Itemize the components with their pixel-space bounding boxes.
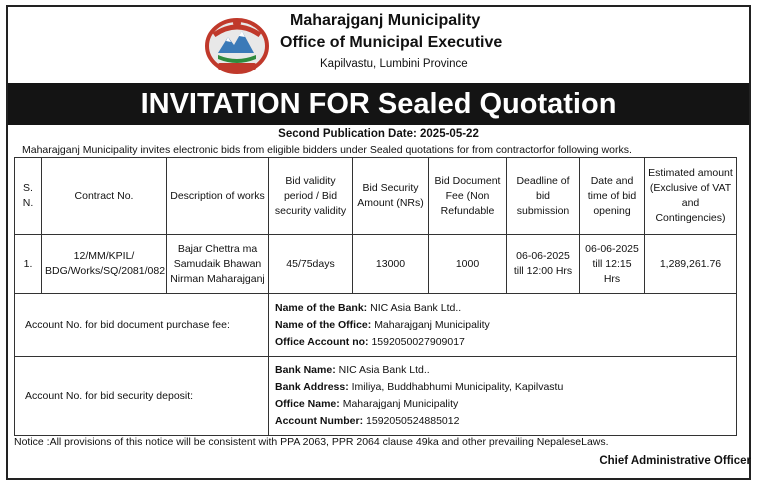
purchase-bank-value: NIC Asia Bank Ltd..: [370, 301, 462, 314]
security-bank-key: Bank Name:: [275, 364, 336, 376]
cell-sn: 1.: [15, 235, 42, 294]
cell-contract: 12/MM/KPIL/ BDG/Works/SQ/2081/082: [42, 235, 167, 294]
purchase-office-key: Name of the Office:: [275, 318, 372, 331]
security-office-key: Office Name:: [275, 398, 340, 410]
header-description: Description of works: [167, 158, 269, 235]
security-bank-value: NIC Asia Bank Ltd..: [338, 364, 430, 376]
office-name: Office of Municipal Executive: [280, 34, 503, 51]
security-account-key: Account Number:: [275, 415, 364, 427]
security-office-value: Maharajganj Municipality: [342, 398, 459, 410]
cell-doc-fee: 1000: [429, 235, 507, 294]
cell-opening: 06-06-2025 till 12:15 Hrs: [580, 235, 645, 294]
purchase-office-value: Maharajganj Municipality: [374, 318, 490, 331]
location: Kapilvastu, Lumbini Province: [320, 58, 468, 70]
purchase-account-row: [15, 294, 737, 357]
purchase-bank-key: Name of the Bank:: [275, 301, 368, 314]
header-doc-fee: Bid Document Fee (Non Refundable: [429, 158, 507, 235]
security-account-label: Account No. for bid security deposit:: [15, 357, 269, 436]
purchase-account-key: Office Account no:: [275, 335, 369, 348]
header: [8, 7, 749, 83]
cell-security: 13000: [353, 235, 429, 294]
title-banner: INVITATION FOR Sealed Quotation: [8, 83, 749, 125]
nepal-emblem-icon: [204, 13, 270, 77]
security-account-value: 1592050524885012: [366, 415, 460, 427]
cell-validity: 45/75days: [269, 235, 353, 294]
bid-table: [14, 157, 737, 436]
cell-deadline: 06-06-2025 till 12:00 Hrs: [507, 235, 580, 294]
cell-estimate: 1,289,261.76: [645, 235, 737, 294]
header-estimate: Estimated amount (Exclusive of VAT and Contingencies): [645, 158, 737, 235]
publication-date: Second Publication Date: 2025-05-22: [278, 128, 479, 140]
purchase-account-info: [269, 294, 737, 357]
notice-text: Notice :All provisions of this notice will be consistent with PPA 2063, PPR 2064 clause 49ka and other prevailing NepaleseLaws.: [14, 436, 609, 448]
header-opening: Date and time of bid opening: [580, 158, 645, 235]
security-account-info: [269, 357, 737, 436]
cell-description: Bajar Chettra ma Samudaik Bhawan Nirman Maharajganj: [167, 235, 269, 294]
signoff: Chief Administrative Officer: [599, 455, 751, 467]
header-deadline: Deadline of bid submission: [507, 158, 580, 235]
table-row: [15, 235, 737, 294]
header-security: Bid Security Amount (NRs): [353, 158, 429, 235]
security-address-key: Bank Address:: [275, 381, 349, 393]
purchase-account-label: Account No. for bid document purchase fee:: [15, 294, 269, 357]
security-account-row: [15, 357, 737, 436]
header-validity: Bid validity period / Bid security validity: [269, 158, 353, 235]
org-name: Maharajganj Municipality: [290, 12, 481, 29]
header-contract: Contract No.: [42, 158, 167, 235]
header-sn: S. N.: [15, 158, 42, 235]
table-header-row: [15, 158, 737, 235]
purchase-account-value: 1592050027909017: [371, 335, 465, 348]
security-address-value: Imiliya, Buddhabhumi Municipality, Kapilvastu: [351, 381, 564, 393]
intro-text: Maharajganj Municipality invites electronic bids from eligible bidders under Sealed quotations for from contractorfor following works.: [22, 144, 632, 156]
